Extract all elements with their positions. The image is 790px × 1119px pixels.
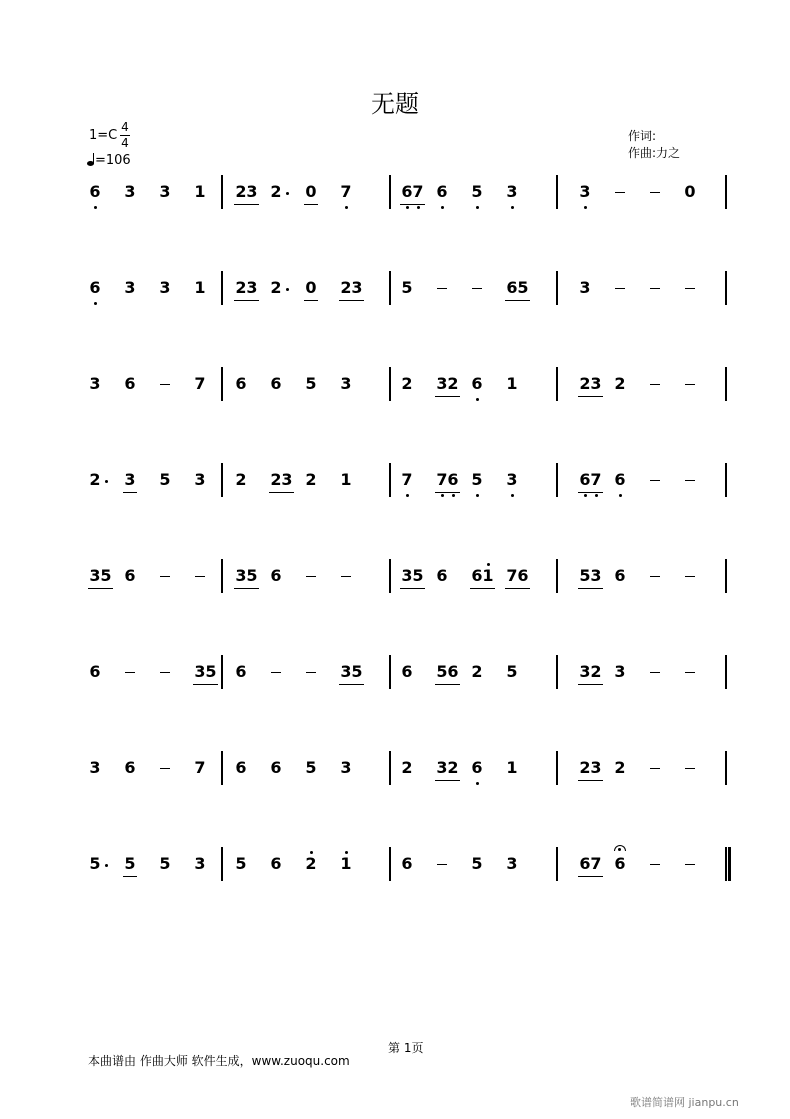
- barline: [725, 463, 727, 497]
- note: 0: [684, 182, 696, 201]
- tempo-marking: [87, 153, 131, 168]
- note: 6: [471, 758, 483, 777]
- note: 6: [447, 662, 459, 681]
- note: 3: [506, 182, 518, 201]
- note: 1: [340, 470, 352, 489]
- barline: [221, 751, 223, 785]
- note: 1: [506, 374, 518, 393]
- lower-octave-dot: [94, 206, 97, 209]
- note: 3: [159, 278, 171, 297]
- note: 3: [281, 470, 293, 489]
- note: 1: [506, 758, 518, 777]
- underline-beam: [123, 492, 137, 493]
- lower-octave-dot: [476, 206, 479, 209]
- note: 3: [194, 854, 206, 873]
- score-row: [0, 567, 790, 627]
- barline: [221, 367, 223, 401]
- note: 6: [436, 566, 448, 585]
- underline-beam: [470, 588, 495, 589]
- note: 6: [270, 758, 282, 777]
- lower-octave-dot: [476, 494, 479, 497]
- note: 5: [412, 566, 424, 585]
- barline: [725, 367, 727, 401]
- extend-dash: [685, 864, 695, 865]
- lower-octave-dot: [406, 206, 409, 209]
- extend-dash: [437, 864, 447, 865]
- note: 6: [235, 758, 247, 777]
- barline: [725, 655, 727, 689]
- note: 3: [235, 566, 247, 585]
- barline: [389, 367, 391, 401]
- time-signature-numerator: 4: [121, 120, 129, 134]
- note: 6: [401, 182, 413, 201]
- lower-octave-dot: [511, 494, 514, 497]
- note: 3: [340, 374, 352, 393]
- note: 3: [436, 758, 448, 777]
- note: 5: [471, 854, 483, 873]
- note: 6: [614, 854, 626, 873]
- note: 1: [194, 278, 206, 297]
- note: 2: [270, 182, 282, 201]
- extend-dash: [160, 576, 170, 577]
- extend-dash: [650, 768, 660, 769]
- barline: [725, 271, 727, 305]
- note: 5: [471, 470, 483, 489]
- note: 7: [194, 758, 206, 777]
- upper-octave-dot: [345, 851, 348, 854]
- note: 3: [89, 566, 101, 585]
- lower-octave-dot: [511, 206, 514, 209]
- extend-dash: [685, 288, 695, 289]
- barline: [389, 655, 391, 689]
- fermata-icon: [614, 845, 626, 851]
- underline-beam: [578, 876, 603, 877]
- note: 3: [590, 758, 602, 777]
- augmentation-dot: [105, 864, 108, 867]
- note: 6: [471, 566, 483, 585]
- note: 5: [305, 758, 317, 777]
- score-row: [0, 855, 790, 915]
- note: 7: [436, 470, 448, 489]
- note: 6: [471, 374, 483, 393]
- barline: [556, 655, 558, 689]
- note: 7: [194, 374, 206, 393]
- note: 6: [401, 662, 413, 681]
- lyricist-credit: 作词:: [628, 129, 657, 143]
- note: 3: [194, 662, 206, 681]
- barline: [556, 751, 558, 785]
- extend-dash: [650, 672, 660, 673]
- barline: [389, 463, 391, 497]
- lower-octave-dot: [619, 494, 622, 497]
- augmentation-dot: [105, 480, 108, 483]
- note: 6: [270, 374, 282, 393]
- barline: [725, 751, 727, 785]
- note: 1: [340, 854, 352, 873]
- note: 5: [517, 278, 529, 297]
- note: 5: [506, 662, 518, 681]
- note: 5: [205, 662, 217, 681]
- barline: [556, 847, 558, 881]
- underline-beam: [234, 300, 259, 301]
- note: 2: [270, 470, 282, 489]
- note: 6: [614, 566, 626, 585]
- note: 3: [124, 278, 136, 297]
- lower-octave-dot: [476, 398, 479, 401]
- note: 7: [506, 566, 518, 585]
- underline-beam: [435, 396, 460, 397]
- barline: [221, 655, 223, 689]
- extend-dash: [306, 672, 316, 673]
- underline-beam: [304, 204, 318, 205]
- page-number: 第 1页: [388, 1041, 424, 1055]
- note: 3: [351, 278, 363, 297]
- underline-beam: [578, 396, 603, 397]
- note: 2: [401, 374, 413, 393]
- underline-beam: [578, 684, 603, 685]
- note: 2: [471, 662, 483, 681]
- note: 3: [89, 758, 101, 777]
- lower-octave-dot: [417, 206, 420, 209]
- note: 2: [614, 374, 626, 393]
- note: 1: [194, 182, 206, 201]
- extend-dash: [650, 864, 660, 865]
- lower-octave-dot: [441, 494, 444, 497]
- barline: [556, 367, 558, 401]
- extend-dash: [615, 288, 625, 289]
- note: 6: [517, 566, 529, 585]
- extend-dash: [685, 672, 695, 673]
- extend-dash: [306, 576, 316, 577]
- note: 5: [579, 566, 591, 585]
- note: 3: [124, 470, 136, 489]
- note: 6: [89, 182, 101, 201]
- note: 3: [340, 662, 352, 681]
- underline-beam: [578, 780, 603, 781]
- note: 3: [436, 374, 448, 393]
- note: 3: [506, 470, 518, 489]
- lower-octave-dot: [94, 302, 97, 305]
- watermark: 歌谱简谱网 jianpu.cn: [630, 1096, 739, 1109]
- note: 2: [447, 374, 459, 393]
- underline-beam: [578, 588, 603, 589]
- key-signature: 1=C: [89, 128, 118, 143]
- time-signature-denominator: 4: [121, 136, 129, 150]
- underline-beam: [339, 300, 364, 301]
- extend-dash: [160, 384, 170, 385]
- note: 6: [401, 854, 413, 873]
- note: 6: [506, 278, 518, 297]
- upper-octave-dot: [310, 851, 313, 854]
- underline-beam: [123, 876, 137, 877]
- note: 6: [89, 662, 101, 681]
- note: 2: [579, 374, 591, 393]
- note: 6: [124, 758, 136, 777]
- barline: [389, 271, 391, 305]
- score-title: 无题: [371, 90, 419, 118]
- note: 3: [614, 662, 626, 681]
- note: 2: [305, 470, 317, 489]
- underline-beam: [435, 780, 460, 781]
- note: 5: [235, 854, 247, 873]
- time-signature: [120, 120, 130, 151]
- barline: [389, 559, 391, 593]
- lower-octave-dot: [476, 782, 479, 785]
- barline: [556, 175, 558, 209]
- barline: [725, 559, 727, 593]
- note: 6: [124, 374, 136, 393]
- barline: [556, 463, 558, 497]
- note: 0: [305, 278, 317, 297]
- extend-dash: [650, 576, 660, 577]
- underline-beam: [304, 300, 318, 301]
- extend-dash: [160, 672, 170, 673]
- underline-beam: [269, 492, 294, 493]
- note: 3: [590, 566, 602, 585]
- underline-beam: [88, 588, 113, 589]
- underline-beam: [400, 204, 425, 205]
- note: 3: [340, 758, 352, 777]
- note: 3: [506, 854, 518, 873]
- barline: [556, 271, 558, 305]
- lower-octave-dot: [584, 494, 587, 497]
- note: 5: [124, 854, 136, 873]
- barline: [221, 175, 223, 209]
- note: 3: [246, 278, 258, 297]
- extend-dash: [341, 576, 351, 577]
- note: 6: [270, 854, 282, 873]
- note: 6: [447, 470, 459, 489]
- upper-octave-dot: [487, 563, 490, 566]
- score-row: [0, 183, 790, 243]
- composer-credit: 作曲:力之: [628, 146, 681, 160]
- note: 6: [235, 662, 247, 681]
- underline-beam: [505, 300, 530, 301]
- note: 7: [590, 854, 602, 873]
- note: 7: [340, 182, 352, 201]
- score-row: [0, 375, 790, 435]
- note: 2: [590, 662, 602, 681]
- extend-dash: [195, 576, 205, 577]
- extend-dash: [685, 384, 695, 385]
- barline: [725, 847, 727, 881]
- score-row: [0, 471, 790, 531]
- barline: [556, 559, 558, 593]
- note: 2: [401, 758, 413, 777]
- note: 5: [305, 374, 317, 393]
- extend-dash: [685, 480, 695, 481]
- note: 3: [159, 182, 171, 201]
- extend-dash: [685, 768, 695, 769]
- note: 3: [579, 278, 591, 297]
- underline-beam: [505, 588, 530, 589]
- tempo-value: =106: [95, 153, 131, 168]
- note: 2: [235, 278, 247, 297]
- note: 3: [246, 182, 258, 201]
- extend-dash: [160, 768, 170, 769]
- note: 5: [100, 566, 112, 585]
- extend-dash: [472, 288, 482, 289]
- lower-octave-dot: [345, 206, 348, 209]
- underline-beam: [400, 588, 425, 589]
- underline-beam: [435, 492, 460, 493]
- augmentation-dot: [286, 288, 289, 291]
- extend-dash: [650, 384, 660, 385]
- extend-dash: [650, 192, 660, 193]
- note: 6: [235, 374, 247, 393]
- extend-dash: [125, 672, 135, 673]
- note: 3: [124, 182, 136, 201]
- note: 3: [401, 566, 413, 585]
- note: 5: [159, 854, 171, 873]
- augmentation-dot: [286, 192, 289, 195]
- barline: [725, 175, 727, 209]
- note: 7: [412, 182, 424, 201]
- note: 6: [579, 854, 591, 873]
- barline: [221, 847, 223, 881]
- note: 2: [579, 758, 591, 777]
- note: 2: [235, 182, 247, 201]
- note: 7: [590, 470, 602, 489]
- note: 2: [447, 758, 459, 777]
- score-row: [0, 663, 790, 723]
- note: 2: [270, 278, 282, 297]
- extend-dash: [650, 480, 660, 481]
- note: 2: [235, 470, 247, 489]
- note: 5: [246, 566, 258, 585]
- extend-dash: [650, 288, 660, 289]
- note: 6: [270, 566, 282, 585]
- barline: [221, 559, 223, 593]
- lower-octave-dot: [584, 206, 587, 209]
- underline-beam: [234, 204, 259, 205]
- extend-dash: [615, 192, 625, 193]
- extend-dash: [271, 672, 281, 673]
- note: 6: [89, 278, 101, 297]
- note: 2: [305, 854, 317, 873]
- note: 5: [159, 470, 171, 489]
- note: 6: [124, 566, 136, 585]
- extend-dash: [685, 576, 695, 577]
- note: 5: [351, 662, 363, 681]
- note: 3: [590, 374, 602, 393]
- note: 0: [305, 182, 317, 201]
- note: 2: [89, 470, 101, 489]
- lower-octave-dot: [441, 206, 444, 209]
- note: 5: [471, 182, 483, 201]
- underline-beam: [339, 684, 364, 685]
- lower-octave-dot: [406, 494, 409, 497]
- footer-note: 本曲谱由 作曲大师 软件生成，www.zuoqu.com: [88, 1054, 350, 1068]
- final-barline: [728, 847, 731, 881]
- barline: [389, 175, 391, 209]
- barline: [221, 271, 223, 305]
- extend-dash: [437, 288, 447, 289]
- note: 6: [579, 470, 591, 489]
- note: 2: [614, 758, 626, 777]
- note: 1: [482, 566, 494, 585]
- quarter-note-icon: [87, 154, 95, 166]
- note: 5: [436, 662, 448, 681]
- barline: [389, 847, 391, 881]
- note: 6: [436, 182, 448, 201]
- underline-beam: [578, 492, 603, 493]
- note: 2: [340, 278, 352, 297]
- note: 6: [614, 470, 626, 489]
- note: 3: [579, 182, 591, 201]
- note: 5: [89, 854, 101, 873]
- lower-octave-dot: [452, 494, 455, 497]
- note: 3: [194, 470, 206, 489]
- underline-beam: [435, 684, 460, 685]
- barline: [221, 463, 223, 497]
- note: 5: [401, 278, 413, 297]
- note: 7: [401, 470, 413, 489]
- score-row: [0, 279, 790, 339]
- note: 3: [579, 662, 591, 681]
- barline: [389, 751, 391, 785]
- score-row: [0, 759, 790, 819]
- note: 3: [89, 374, 101, 393]
- underline-beam: [234, 588, 259, 589]
- lower-octave-dot: [595, 494, 598, 497]
- underline-beam: [193, 684, 218, 685]
